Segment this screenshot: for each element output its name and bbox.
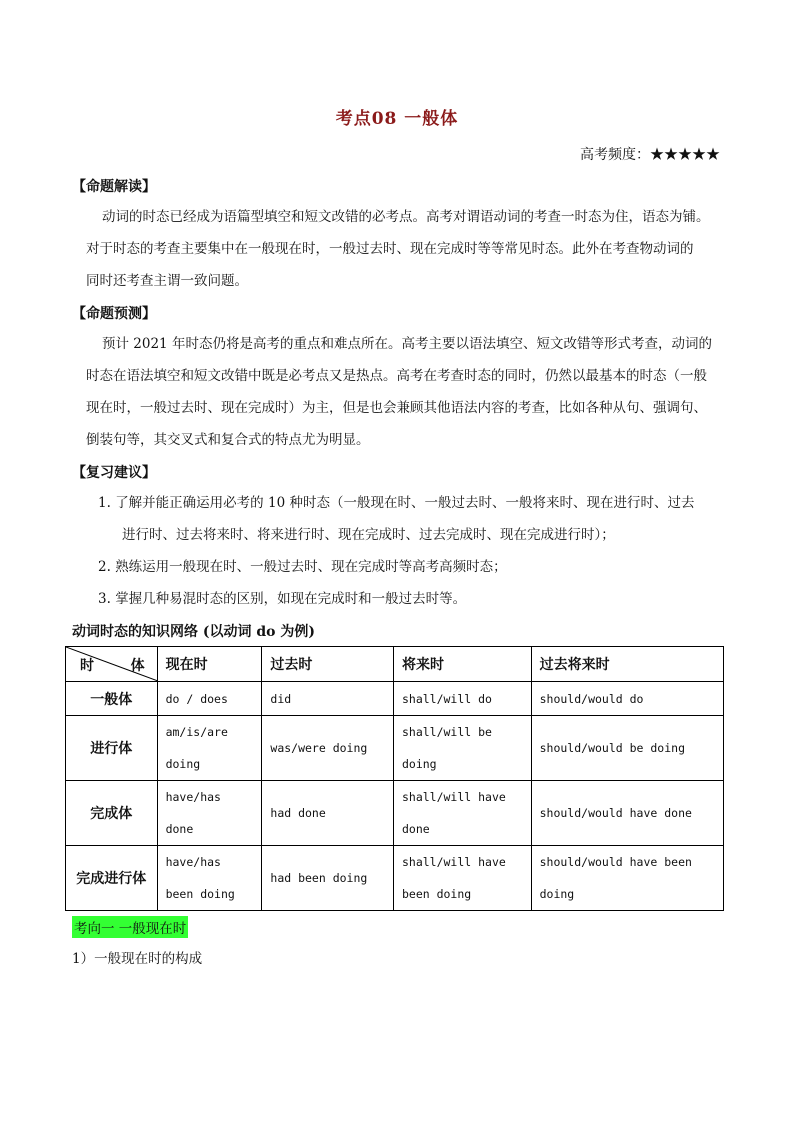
text-line: 时态在语法填空和短文改错中既是必考点又是热点。高考在考查时态的同时，仍然以最基本的时态（一般 [86,368,707,384]
tense-table [65,646,724,911]
row-header: 完成体 [66,781,158,846]
text-line: 动词的时态已经成为语篇型填空和短文改错的必考点。高考对谓语动词的考查一时态为住，语态为铺。 [102,209,710,225]
table-cell: should/would do [531,682,723,716]
table-cell: should/would have done [531,781,723,846]
list-number: 2. [98,559,111,575]
table-cell: shall/will do [393,682,531,716]
frequency-rating: 高考频度：★★★★★ [580,147,720,163]
table-cell: shall/will be doing [393,716,531,781]
prediction-paragraph [86,328,722,456]
row-header: 一般体 [66,682,158,716]
table-cell: had done [262,781,394,846]
text-line: 预计 2021 年时态仍将是高考的重点和难点所在。高考主要以语法填空、短文改错等形式考查，动词的 [102,336,712,352]
table-cell: have/has been doing [157,846,262,911]
section-heading-interpretation: 【命题解读】 [72,179,156,195]
text-line: 同时还考查主谓一致问题。 [86,273,248,289]
list-text: 掌握几种易混时态的区别，如现在完成时和一般过去时等。 [115,591,467,607]
table-cell: shall/will have been doing [393,846,531,911]
table-header-row [66,647,724,682]
list-text: 熟练运用一般现在时、一般过去时、现在完成时等高考高频时态； [115,559,507,575]
list-number: 3. [98,591,111,607]
table-cell: had been doing [262,846,394,911]
interpretation-paragraph [86,201,722,297]
highlighted-topic-heading: 考向一 一般现在时 [72,916,188,938]
table-row [66,781,724,846]
table-cell: do / does [157,682,262,716]
table-row [66,682,724,716]
table-cell: should/would be doing [531,716,723,781]
list-item [98,551,728,583]
subheading: 1）一般现在时的构成 [72,951,203,967]
table-corner-cell [66,647,158,682]
corner-label-tense: 时 [80,658,94,674]
list-number: 1. [98,495,111,511]
table-cell: was/were doing [262,716,394,781]
section-heading-advice: 【复习建议】 [72,465,156,481]
section-heading-prediction: 【命题预测】 [72,306,156,322]
page-title: 考点08 一般体 [335,109,459,129]
table-caption: 动词时态的知识网络 (以动词 do 为例) [72,624,315,640]
text-line: 现在时，一般过去时、现在完成时）为主，但是也会兼顾其他语法内容的考查，比如各种从句、强调句、 [86,400,707,416]
column-header: 过去将来时 [531,647,723,682]
table-row [66,846,724,911]
text-line: 对于时态的考查主要集中在一般现在时，一般过去时、现在完成时等等常见时态。此外在考查物动词的 [86,241,694,257]
column-header: 过去时 [262,647,394,682]
row-header: 完成进行体 [66,846,158,911]
table-row [66,716,724,781]
list-item [98,583,728,615]
list-item [98,487,728,519]
list-text: 了解并能正确运用必考的 10 种时态（一般现在时、一般过去时、一般将来时、现在进行时、过去 [115,495,695,511]
table-cell: should/would have been doing [531,846,723,911]
table-cell: shall/will have done [393,781,531,846]
advice-list [98,487,728,615]
list-item-continuation: 进行时、过去将来时、将来进行时、现在完成时、过去完成时、现在完成进行时）； [122,527,615,543]
corner-label-aspect: 体 [130,658,145,674]
table-cell: did [262,682,394,716]
column-header: 将来时 [393,647,531,682]
table-cell: have/has done [157,781,262,846]
row-header: 进行体 [66,716,158,781]
table-cell: am/is/are doing [157,716,262,781]
column-header: 现在时 [157,647,262,682]
text-line: 倒装句等，其交叉式和复合式的特点尤为明显。 [86,432,370,448]
